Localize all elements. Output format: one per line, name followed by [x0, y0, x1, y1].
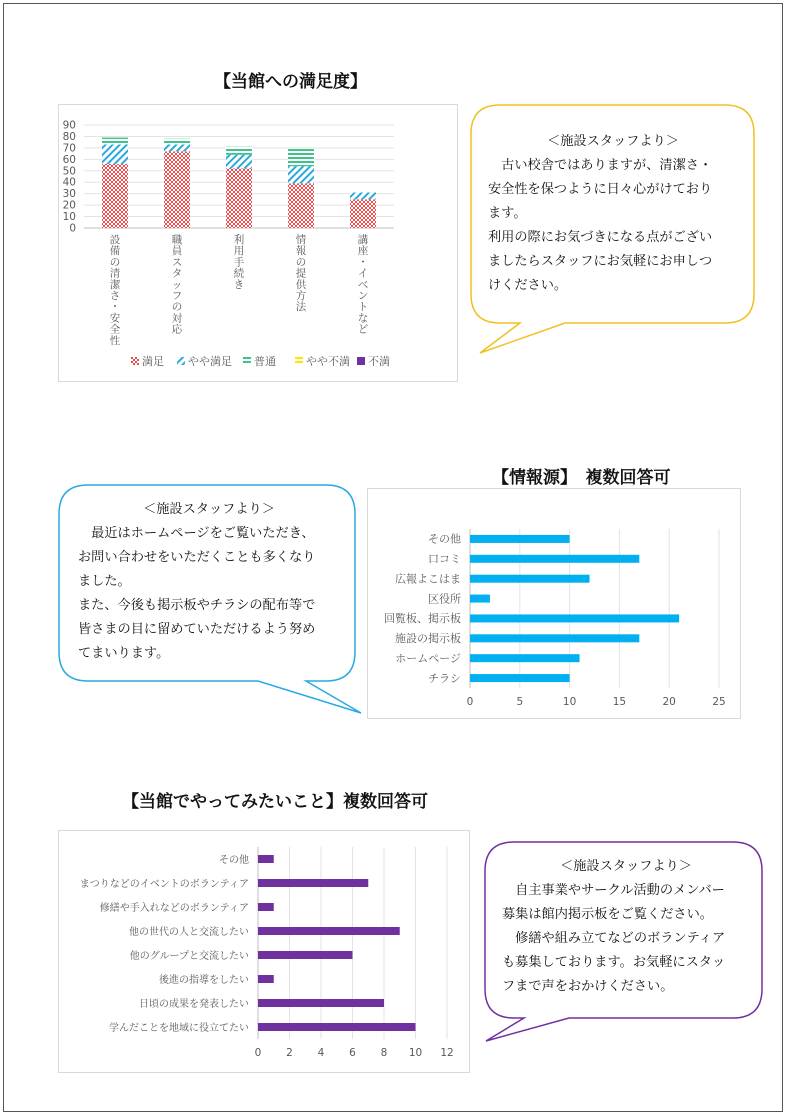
bar-segment: [102, 138, 128, 145]
legend-label: やや不満: [306, 355, 350, 368]
y-tick-label: 他のグループと交流したい: [129, 950, 249, 962]
y-tick-label: 修繕や手入れなどのボランティア: [99, 902, 249, 914]
bar-segment: [350, 199, 376, 228]
x-tick-label: 情報の提供方法: [295, 234, 307, 314]
satisfaction-comment-text: [488, 130, 738, 298]
comment-line: 修繕や組み立てなどのボランティア: [502, 931, 726, 946]
comment-line: フまで声をおかけください。: [502, 979, 674, 994]
bar: [470, 634, 639, 642]
y-tick-label: 区役所: [428, 592, 461, 606]
x-tick-label: 10: [408, 1047, 423, 1059]
wishes-title: 【当館でやってみたいこと】複数回答可: [122, 792, 428, 812]
y-tick-label: 日頃の成果を発表したい: [139, 998, 249, 1010]
satisfaction-chart: [58, 104, 458, 382]
y-tick-label: 10: [62, 211, 76, 224]
bar-segment: [288, 149, 314, 166]
x-tick-label: 15: [612, 696, 627, 708]
y-tick-label: 80: [62, 130, 76, 143]
bar: [470, 614, 679, 622]
y-tick-label: その他: [428, 532, 461, 546]
wishes-chart: [58, 830, 470, 1073]
wishes-comment-bubble: [484, 841, 764, 1046]
info-source-chart: [367, 488, 741, 719]
bar-segment: [226, 147, 252, 155]
bar: [258, 975, 274, 983]
comment-line: ました。: [78, 574, 131, 589]
bar-segment: [164, 151, 190, 228]
y-tick-label: その他: [219, 854, 249, 866]
x-tick-label: 0: [466, 696, 474, 708]
bar-segment: [164, 139, 190, 145]
x-tick-label: 4: [317, 1047, 325, 1059]
bar: [258, 879, 368, 887]
comment-line: ましたらスタッフにお気軽にお申しつ: [488, 254, 713, 269]
wishes-comment-text: [502, 855, 750, 999]
bar: [258, 951, 353, 959]
bar-segment: [350, 193, 376, 200]
y-tick-label: 30: [62, 188, 76, 201]
bar: [470, 575, 590, 583]
bar: [470, 535, 570, 543]
x-tick-label: 職員スタッフの対応: [171, 234, 183, 336]
y-tick-label: 20: [62, 199, 76, 212]
info-source-comment-text: [78, 498, 340, 666]
legend-swatch: [177, 357, 185, 365]
x-tick-label: 6: [349, 1047, 356, 1059]
y-tick-label: 口コミ: [428, 552, 461, 566]
y-tick-label: 施設の掲示板: [395, 632, 461, 646]
legend-swatch: [243, 357, 251, 365]
x-tick-label: 8: [380, 1047, 388, 1059]
comment-line: 自主事業やサークル活動のメンバー: [502, 883, 725, 898]
bar: [258, 855, 274, 863]
comment-line: ます。: [488, 206, 527, 221]
x-tick-label: 設備の清潔さ・安全性: [109, 234, 121, 347]
bar-segment: [288, 183, 314, 228]
bar-segment: [102, 164, 128, 228]
comment-heading: ＜施設スタッフより＞: [560, 859, 692, 874]
x-tick-label: 20: [662, 696, 676, 708]
legend-swatch: [357, 357, 365, 365]
bar: [470, 674, 570, 682]
comment-line: も募集しております。お気軽にスタッ: [502, 955, 726, 970]
y-tick-label: ホームページ: [395, 651, 461, 665]
x-tick-label: 利用手続き: [233, 234, 245, 291]
legend-swatch: [295, 357, 303, 365]
comment-line: けください。: [488, 278, 568, 293]
satisfaction-comment-bubble: [470, 104, 755, 354]
y-tick-label: 後進の指導をしたい: [159, 974, 249, 986]
x-tick-label: 講座・イベントなど: [357, 234, 369, 336]
bar: [258, 999, 384, 1007]
y-tick-label: 60: [62, 153, 76, 166]
y-tick-label: 他の世代の人と交流したい: [129, 926, 249, 938]
info-source-comment-bubble: [58, 484, 363, 716]
bar-segment: [288, 166, 314, 183]
comment-line: 皆さまの目に留めていただけるよう努め: [78, 622, 316, 637]
y-tick-label: 40: [62, 176, 76, 189]
x-tick-label: 2: [286, 1047, 293, 1059]
y-tick-label: 90: [62, 119, 76, 132]
comment-line: 安全性を保つように日々心がけており: [488, 182, 713, 197]
bar: [470, 654, 580, 662]
comment-line: 募集は館内掲示板をご覧ください。: [502, 907, 713, 922]
comment-heading: ＜施設スタッフより＞: [143, 502, 275, 517]
wishes-chart-svg: [59, 831, 469, 1072]
legend-swatch: [131, 357, 139, 365]
x-tick-label: 0: [254, 1047, 262, 1059]
bar-segment: [164, 144, 190, 151]
bar: [258, 927, 400, 935]
comment-line: 利用の際にお気づきになる点がござい: [488, 230, 713, 245]
comment-line: また、今後も掲示板やチラシの配布等で: [78, 598, 316, 613]
y-tick-label: 回覧板、掲示板: [384, 612, 461, 626]
bar: [470, 555, 639, 563]
bar: [258, 1023, 416, 1031]
bar-segment: [102, 144, 128, 163]
x-tick-label: 10: [562, 696, 577, 708]
y-tick-label: チラシ: [428, 671, 461, 685]
comment-heading: ＜施設スタッフより＞: [547, 134, 679, 149]
legend-label: 満足: [142, 355, 164, 368]
bar: [470, 595, 490, 603]
bar-segment: [226, 168, 252, 228]
comment-line: お問い合わせをいただくことも多くなり: [78, 550, 316, 565]
x-tick-label: 25: [712, 696, 726, 708]
x-tick-label: 5: [516, 696, 524, 708]
bar: [258, 903, 274, 911]
x-tick-label: 12: [440, 1047, 454, 1059]
info-source-chart-svg: [368, 489, 740, 718]
comment-line: てまいります。: [78, 646, 170, 661]
y-tick-label: 70: [62, 142, 76, 155]
satisfaction-title: 【当館への満足度】: [214, 72, 367, 92]
y-tick-label: まつりなどのイベントのボランティア: [79, 878, 249, 890]
y-tick-label: 広報よこはま: [395, 572, 461, 586]
info-source-title: 【情報源】 複数回答可: [492, 468, 671, 488]
legend-label: 普通: [254, 355, 276, 368]
comment-line: 古い校舎ではありますが、清潔さ・: [488, 158, 713, 173]
y-tick-label: 学んだことを地域に役立てたい: [109, 1022, 249, 1034]
y-tick-label: 50: [62, 165, 76, 178]
satisfaction-chart-svg: [59, 105, 457, 381]
bar-segment: [226, 155, 252, 169]
y-tick-label: 0: [69, 222, 76, 235]
legend-label: やや満足: [188, 355, 232, 368]
legend-label: 不満: [368, 355, 390, 368]
comment-line: 最近はホームページをご覧いただき、: [78, 526, 315, 541]
